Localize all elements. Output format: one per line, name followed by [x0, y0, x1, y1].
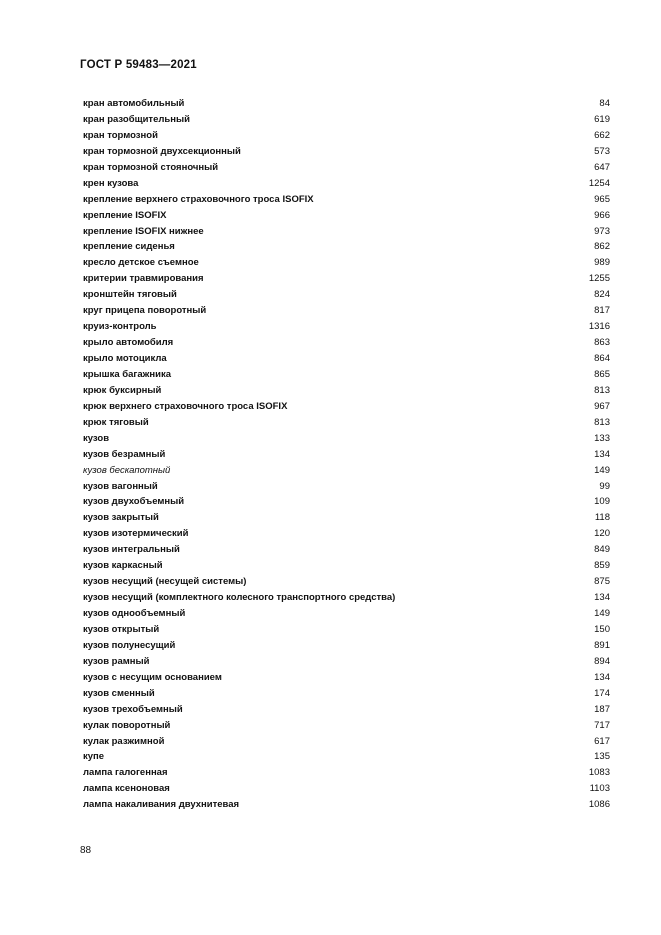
index-entry [83, 479, 610, 495]
index-page-ref: 989 [594, 257, 610, 269]
index-page-ref: 862 [594, 241, 610, 253]
index-entry [83, 702, 610, 718]
index-page-ref: 120 [594, 528, 610, 540]
index-term: купе [83, 751, 105, 763]
index-page-ref: 619 [594, 113, 610, 125]
index-entry [83, 638, 610, 654]
index-page-ref: 662 [594, 129, 610, 141]
index-entry [83, 192, 610, 208]
index-term: кран разобщительный [83, 113, 190, 125]
index-page-ref: 817 [594, 305, 610, 317]
index-page-ref: 966 [594, 209, 610, 221]
index-term: кузов полунесущий [83, 639, 176, 651]
index-page-ref: 573 [594, 145, 610, 157]
index-entry [83, 558, 610, 574]
index-entry [83, 606, 610, 622]
index-term: кузов рамный [83, 655, 150, 667]
index-entry [83, 335, 610, 351]
index-term: круг прицепа поворотный [83, 305, 207, 317]
index-term: кузов с несущим основанием [83, 671, 222, 683]
index-term: кулак разжимной [83, 735, 165, 747]
index-term: лампа ксеноновая [83, 783, 170, 795]
index-term: крен кузова [83, 177, 139, 189]
index-term: кузов несущий (несущей системы) [83, 576, 247, 588]
index-term: кузов несущий (комплектного колесного транспортного средства) [83, 592, 396, 604]
index-entry [83, 399, 610, 415]
index-term: кузов бескапотный [83, 464, 171, 476]
index-page-ref: 813 [594, 416, 610, 428]
index-entry [83, 718, 610, 734]
index-page-ref: 864 [594, 353, 610, 364]
index-term: лампа накаливания двухнитевая [83, 799, 240, 811]
index-page-ref: 1316 [588, 321, 610, 333]
index-entry [83, 208, 610, 224]
index-entry [83, 765, 610, 781]
index-term: кран автомобильный [83, 98, 185, 109]
index-entry [83, 144, 610, 160]
index-term: кузов закрытый [83, 512, 159, 524]
index-term: кузов двухобъемный [83, 496, 185, 508]
index-page-ref: 849 [594, 544, 610, 556]
index-page-ref: 150 [594, 623, 610, 635]
index-term: кузов [83, 432, 110, 444]
index-page-ref: 863 [594, 337, 610, 349]
index-page-ref: 84 [599, 98, 610, 109]
index-entry [83, 239, 610, 255]
index-entry [83, 734, 610, 750]
index-entry [83, 224, 610, 240]
index-page-ref: 174 [594, 687, 610, 699]
index-term: кузов интегральный [83, 544, 180, 556]
index-page-ref: 1103 [589, 783, 610, 795]
index-term: крепление сиденья [83, 241, 175, 253]
index-page-ref: 891 [594, 639, 610, 651]
index-page-ref: 824 [594, 289, 610, 301]
index-page-ref: 109 [594, 496, 610, 508]
index-page-ref: 647 [594, 161, 610, 173]
term-index-list [83, 96, 610, 813]
index-term: крыло автомобиля [83, 337, 174, 349]
index-page-ref: 865 [594, 368, 610, 380]
index-entry [83, 463, 610, 479]
index-entry [83, 447, 610, 463]
index-entry [83, 797, 610, 813]
index-entry [83, 542, 610, 558]
index-term: крыло мотоцикла [83, 353, 167, 364]
index-entry [83, 781, 610, 797]
index-page-ref: 134 [594, 671, 610, 683]
index-term: кузов вагонный [83, 480, 158, 492]
index-entry [83, 176, 610, 192]
index-term: кузов каркасный [83, 560, 163, 572]
index-page-ref: 149 [594, 464, 610, 476]
index-term: кузов трехобъемный [83, 703, 183, 715]
index-page-ref: 187 [594, 703, 610, 715]
index-term: кран тормозной [83, 129, 158, 141]
index-entry [83, 494, 610, 510]
index-page-ref: 1083 [588, 767, 610, 779]
index-term: крюк верхнего страховочного троса ISOFIX [83, 400, 288, 412]
index-entry [83, 367, 610, 383]
index-entry [83, 128, 610, 144]
index-entry [83, 160, 610, 176]
index-page-ref: 134 [594, 592, 610, 604]
index-entry [83, 287, 610, 303]
index-page-ref: 135 [594, 751, 610, 763]
index-page-ref: 1255 [588, 273, 610, 285]
index-entry [83, 526, 610, 542]
index-page-ref: 1254 [588, 177, 610, 189]
index-term: кронштейн тяговый [83, 289, 177, 301]
index-entry [83, 686, 610, 702]
index-term: кузов сменный [83, 687, 155, 699]
index-entry [83, 96, 610, 112]
index-term: критерии травмирования [83, 273, 204, 285]
index-page-ref: 973 [594, 225, 610, 237]
index-term: крепление верхнего страховочного троса ISOFIX [83, 193, 314, 205]
index-page-ref: 134 [594, 448, 610, 460]
index-term: крюк тяговый [83, 416, 149, 428]
index-entry [83, 319, 610, 335]
index-term: кран тормозной стояночный [83, 161, 219, 173]
index-term: крепление ISOFIX нижнее [83, 225, 204, 237]
index-term: кулак поворотный [83, 719, 171, 731]
index-entry [83, 749, 610, 765]
index-entry [83, 271, 610, 287]
index-term: лампа галогенная [83, 767, 168, 779]
index-term: круиз-контроль [83, 321, 157, 333]
index-entry [83, 112, 610, 128]
index-page-ref: 1086 [588, 799, 610, 811]
index-entry [83, 654, 610, 670]
index-page-ref: 875 [594, 576, 610, 588]
index-entry [83, 351, 610, 367]
index-page-ref: 894 [594, 655, 610, 667]
index-page-ref: 617 [594, 735, 610, 747]
index-entry [83, 590, 610, 606]
index-page-ref: 967 [594, 400, 610, 412]
index-entry [83, 431, 610, 447]
index-term: крюк буксирный [83, 384, 162, 396]
index-page-ref: 118 [594, 512, 610, 524]
index-page-ref: 99 [599, 480, 610, 492]
index-term: кузов безрамный [83, 448, 166, 460]
index-page-ref: 149 [594, 608, 610, 619]
index-entry [83, 303, 610, 319]
document-header: ГОСТ Р 59483—2021 [80, 59, 197, 71]
index-entry [83, 622, 610, 638]
index-entry [83, 670, 610, 686]
index-term: крышка багажника [83, 368, 172, 380]
index-entry [83, 510, 610, 526]
index-page-ref: 813 [594, 384, 610, 396]
index-term: кресло детское съемное [83, 257, 199, 269]
index-page-ref: 859 [594, 560, 610, 572]
index-term: кузов открытый [83, 623, 160, 635]
index-term: кран тормозной двухсекционный [83, 145, 241, 157]
page-number: 88 [80, 845, 92, 856]
index-entry [83, 255, 610, 271]
index-entry [83, 415, 610, 431]
index-page-ref: 965 [594, 193, 610, 205]
index-entry [83, 574, 610, 590]
index-term: кузов однообъемный [83, 608, 186, 619]
index-page-ref: 717 [594, 719, 610, 731]
index-entry [83, 383, 610, 399]
index-term: крепление ISOFIX [83, 209, 167, 221]
index-term: кузов изотермический [83, 528, 189, 540]
index-page-ref: 133 [594, 432, 610, 444]
